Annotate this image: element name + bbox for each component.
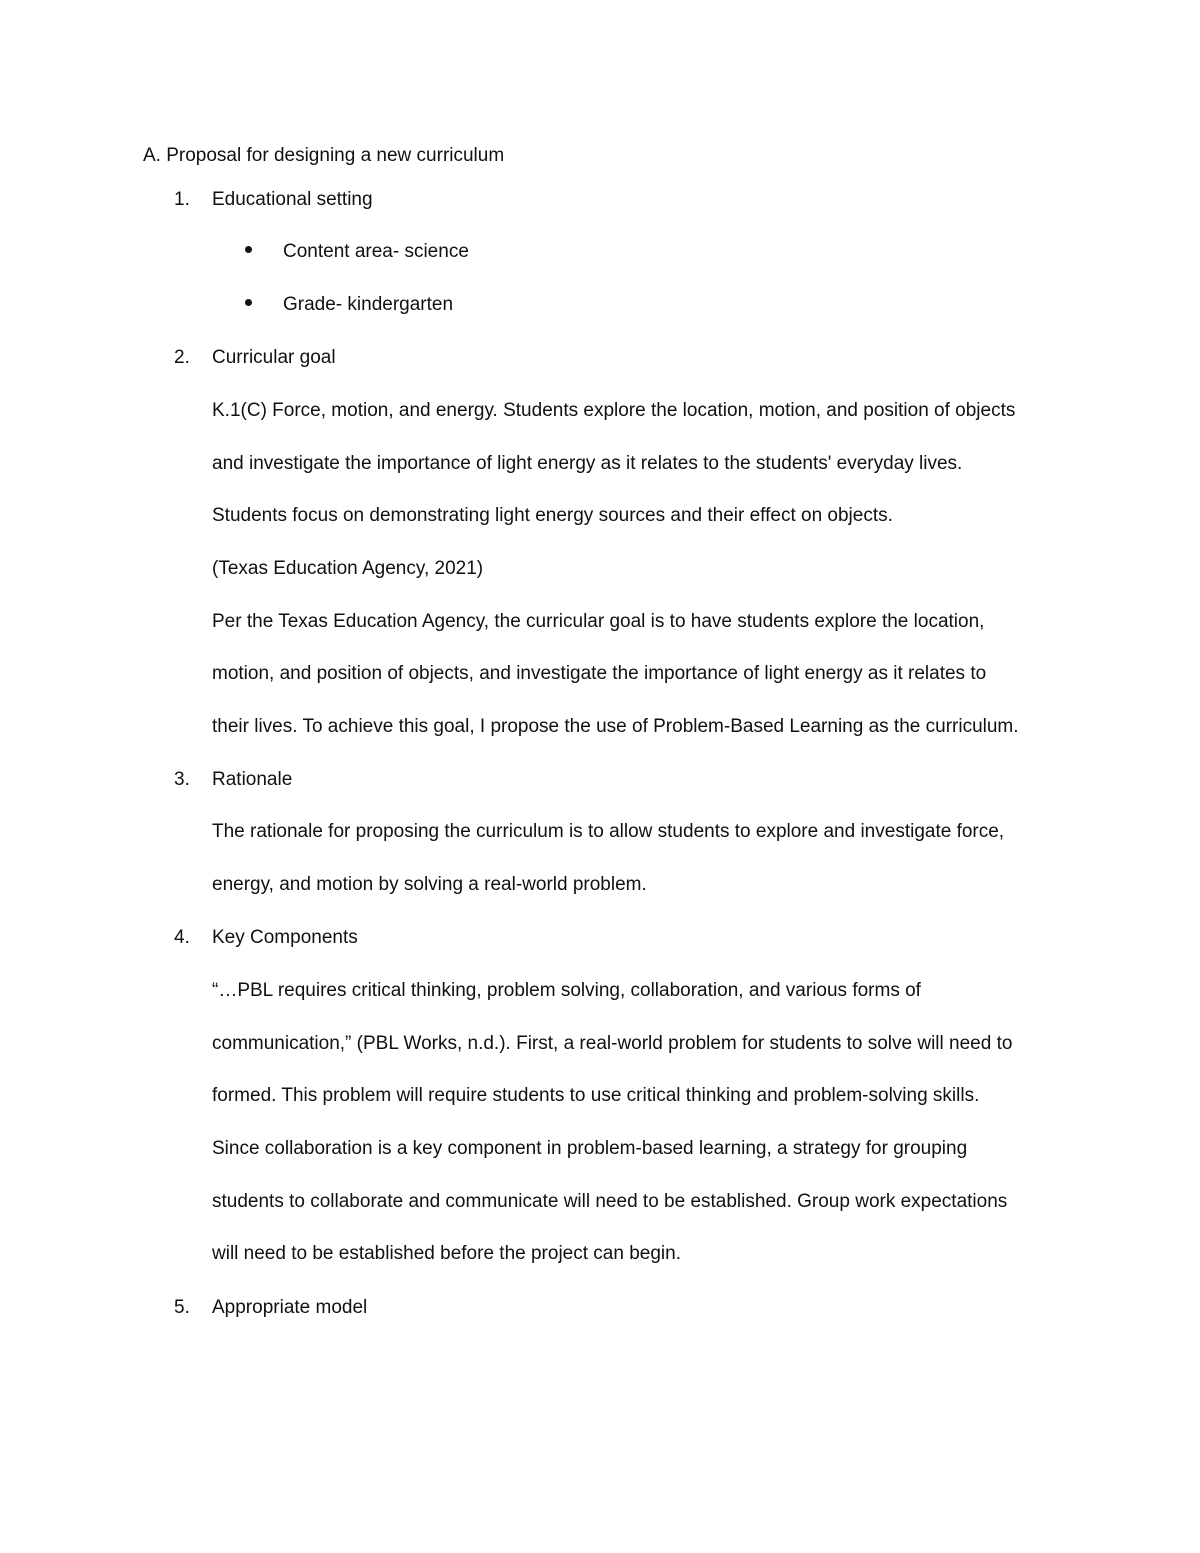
bullet-content-area: Content area- science (283, 241, 469, 262)
section-4-title: Key Components (212, 927, 358, 948)
bullet-icon (245, 246, 252, 253)
paragraph-line: “…PBL requires critical thinking, problem solving, collaboration, and various forms of (212, 980, 921, 1001)
bullet-icon (245, 299, 252, 306)
paragraph-line: energy, and motion by solving a real-world problem. (212, 874, 647, 895)
document-heading: A. Proposal for designing a new curriculum (143, 145, 505, 166)
paragraph-line: communication,” (PBL Works, n.d.). First, a real-world problem for students to solve will need to (212, 1033, 1013, 1054)
section-1-title: Educational setting (212, 189, 373, 210)
section-5-number: 5. (174, 1297, 190, 1318)
paragraph-line: their lives. To achieve this goal, I propose the use of Problem-Based Learning as the curriculum. (212, 716, 1019, 737)
section-3-title: Rationale (212, 769, 293, 790)
paragraph-line: K.1(C) Force, motion, and energy. Students explore the location, motion, and position of objects (212, 400, 1016, 421)
section-5-title: Appropriate model (212, 1297, 368, 1318)
paragraph-line: and investigate the importance of light energy as it relates to the students' everyday lives. (212, 453, 963, 474)
section-2-number: 2. (174, 347, 190, 368)
paragraph-line: Students focus on demonstrating light energy sources and their effect on objects. (212, 505, 893, 526)
section-2-title: Curricular goal (212, 347, 336, 368)
paragraph-line: Per the Texas Education Agency, the curricular goal is to have students explore the location, (212, 611, 985, 632)
paragraph-line: students to collaborate and communicate will need to be established. Group work expectations (212, 1191, 1008, 1212)
paragraph-line: Since collaboration is a key component in problem-based learning, a strategy for grouping (212, 1138, 968, 1159)
citation-line: (Texas Education Agency, 2021) (212, 558, 484, 579)
paragraph-line: will need to be established before the project can begin. (212, 1243, 681, 1264)
paragraph-line: The rationale for proposing the curriculum is to allow students to explore and investigate force, (212, 821, 1005, 842)
paragraph-line: motion, and position of objects, and investigate the importance of light energy as it relates to (212, 663, 987, 684)
section-4-number: 4. (174, 927, 190, 948)
bullet-grade: Grade- kindergarten (283, 294, 454, 315)
section-1-number: 1. (174, 189, 190, 210)
section-3-number: 3. (174, 769, 190, 790)
paragraph-line: formed. This problem will require students to use critical thinking and problem-solving skills. (212, 1085, 980, 1106)
